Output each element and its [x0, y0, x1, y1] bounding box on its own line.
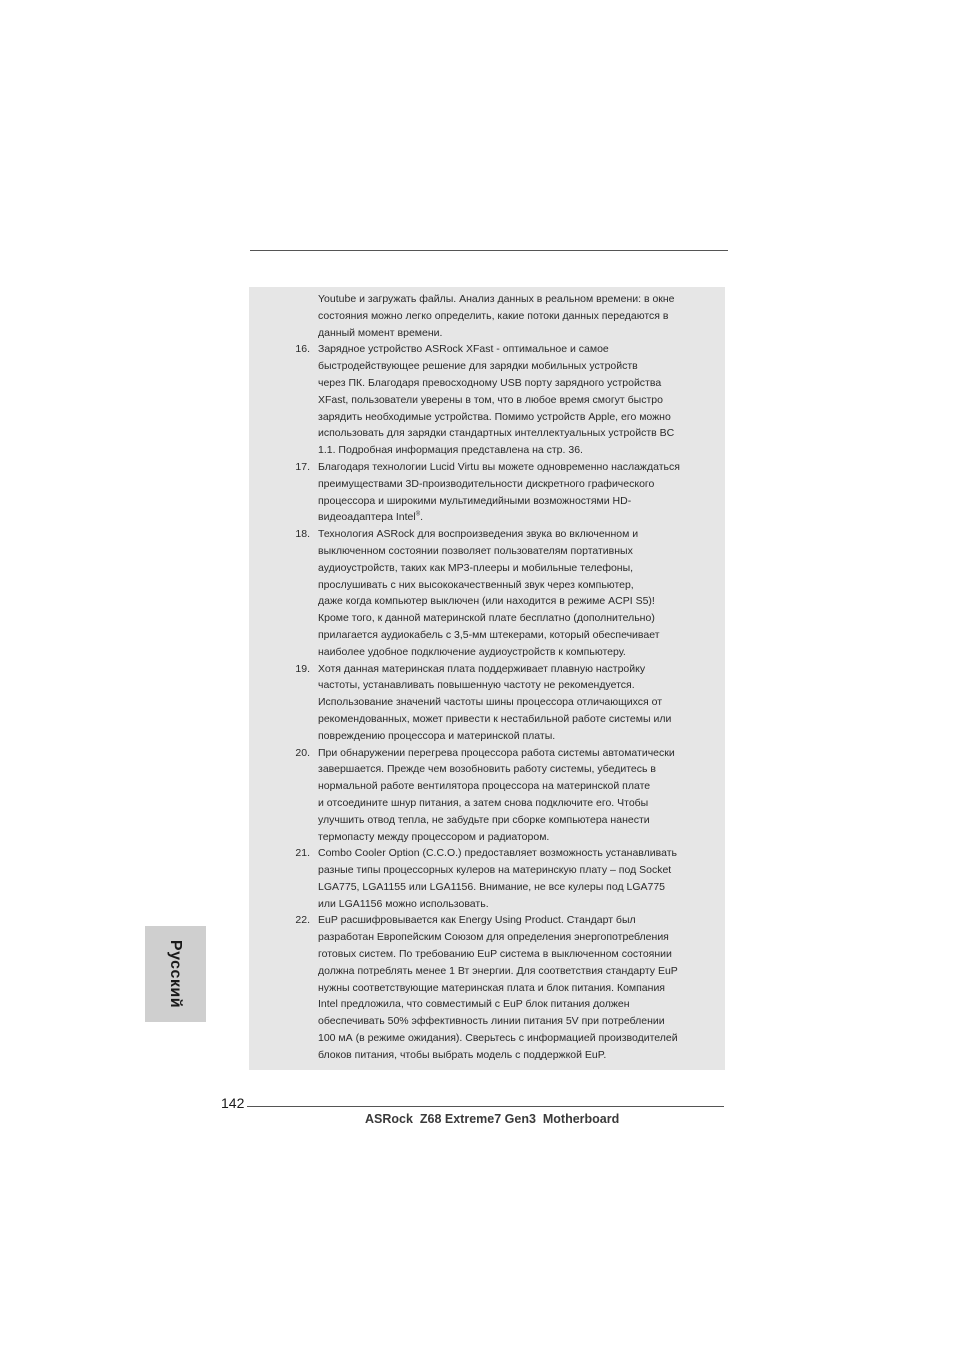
registered-mark: ® [415, 511, 421, 518]
text-fragment: видеоадаптера Intel [318, 511, 416, 524]
text-line: повреждению процессора и материнской платы. [318, 729, 556, 742]
text-line: улучшить отвод тепла, не забудьте при сборке компьютера нанести [318, 813, 650, 826]
text-line: блоков питания, чтобы выбрать модель с поддержкой EuP. [318, 1048, 607, 1061]
item-number: 20. [295, 746, 310, 759]
item-number: 22. [295, 914, 310, 927]
text-line: даже когда компьютер выключен (или находится в режиме ACPI S5)! [318, 595, 655, 608]
page-number: 142 [221, 1095, 245, 1111]
text-line: прослушивать с них высококачественный звук через компьютер, [318, 578, 634, 591]
text-fragment: . [420, 511, 424, 524]
item-number: 18. [295, 528, 310, 541]
text-line: прилагается аудиокабель с 3,5-мм штекерами, который обеспечивает [318, 628, 660, 641]
text-line: использовать для зарядки стандартных интеллектуальных устройств BC [318, 427, 675, 440]
text-line: Youtube и загружать файлы. Анализ данных в реальном времени: в окне [318, 293, 675, 305]
text-line: Использование значений частоты шины процессора отличающихся от [318, 696, 663, 709]
text-line: нужны соответствующие материнская плата и блок питания. Компания [318, 981, 665, 994]
text-line: частоты, устанавливать повышенную частоту не рекомендуется. [318, 679, 635, 692]
text-line: 100 мА (в режиме ожидания). Сверьтесь с информацией производителей [318, 1032, 678, 1045]
list-item-17 [249, 459, 705, 526]
text-line: зарядить необходимые устройства. Помимо устройств Apple, его можно [318, 410, 671, 423]
text-line: 1.1. Подробная информация представлена на стр. 36. [318, 444, 583, 457]
language-label: Русский [167, 939, 185, 1009]
text-line: должна потреблять менее 1 Вт энергии. Для соответствия стандарту EuP [318, 964, 678, 977]
list-item-16 [249, 341, 705, 459]
list-item-20 [249, 745, 705, 846]
text-line: выключенном состоянии позволяет пользователям портативных [318, 544, 633, 557]
text-line: через ПК. Благодаря превосходному USB порту зарядного устройства [318, 376, 662, 389]
text-line: Благодаря технологии Lucid Virtu вы можете одновременно наслаждаться [318, 460, 680, 473]
header-rule [250, 250, 728, 251]
text-line: разные типы процессорных кулеров на материнскую плату – под Socket [318, 864, 672, 877]
list-item-18 [249, 526, 705, 660]
text-line: процессора и широкими мультимедийными возможностями HD- [318, 494, 632, 507]
item-number: 16. [295, 343, 310, 356]
text-line: термопасту между процессором и радиатором. [318, 830, 550, 843]
text-line: рекомендованных, может привести к нестабильной работе системы или [318, 712, 672, 725]
intro-paragraph [249, 291, 705, 341]
text-line: При обнаружении перегрева процессора работа системы автоматически [318, 746, 675, 759]
text-line: преимуществами 3D-производительности дискретного графического [318, 477, 655, 490]
text-line: EuP расшифровывается как Energy Using Product. Стандарт был [318, 914, 636, 927]
content-panel [249, 287, 725, 1070]
text-line: обеспечивать 50% эффективность линии питания 5V при потреблении [318, 1015, 665, 1028]
text-line: Зарядное устройство ASRock XFast - оптимальное и самое [318, 343, 609, 356]
item-number: 17. [295, 460, 310, 473]
text-line: XFast, пользователи уверены в том, что в любое время смогут быстро [318, 393, 663, 406]
item-number: 21. [295, 847, 310, 860]
footer-rule [247, 1106, 724, 1107]
text-line: нормальной работе вентилятора процессора на материнской плате [318, 780, 651, 793]
text-line: Хотя данная материнская плата поддерживает плавную настройку [318, 662, 646, 675]
text-line: состояния можно легко определить, какие потоки данных передаются в [318, 309, 669, 322]
text-line: LGA775, LGA1155 или LGA1156. Внимание, не все кулеры под LGA775 [318, 880, 666, 893]
text-line: Intel предложила, что совместимый с EuP блок питания должен [318, 998, 630, 1011]
language-tab [145, 926, 206, 1022]
text-line: быстродействующее решение для зарядки мобильных устройств [318, 360, 638, 373]
list-item-19 [249, 661, 705, 745]
text-line: разработан Европейским Союзом для определения энергопотребления [318, 931, 669, 944]
text-line: и отсоедините шнур питания, а затем снова подключите его. Чтобы [318, 796, 649, 809]
item-number: 19. [295, 662, 310, 675]
list-item-21 [249, 845, 705, 912]
text-line: Combo Cooler Option (C.C.O.) предоставляет возможность устанавливать [318, 847, 677, 860]
text-line: Кроме того, к данной материнской плате бесплатно (дополнительно) [318, 612, 655, 625]
text-line: завершается. Прежде чем возобновить работу системы, убедитесь в [318, 763, 656, 776]
text-line: аудиоустройств, таких как MP3-плееры и мобильные телефоны, [318, 561, 634, 574]
text-line-with-superscript [318, 509, 705, 526]
text-line: данный момент времени. [318, 326, 443, 339]
text-line: Технология ASRock для воспроизведения звука во включенном и [318, 528, 639, 541]
text-line: готовых систем. По требованию EuP система в выключенном состоянии [318, 948, 672, 961]
list-item-22 [249, 912, 705, 1063]
text-line: наиболее удобное подключение аудиоустройств к компьютеру. [318, 645, 626, 658]
footer-title: ASRock Z68 Extreme7 Gen3 Motherboard [365, 1112, 620, 1126]
text-line: или LGA1156 можно использовать. [318, 897, 489, 910]
